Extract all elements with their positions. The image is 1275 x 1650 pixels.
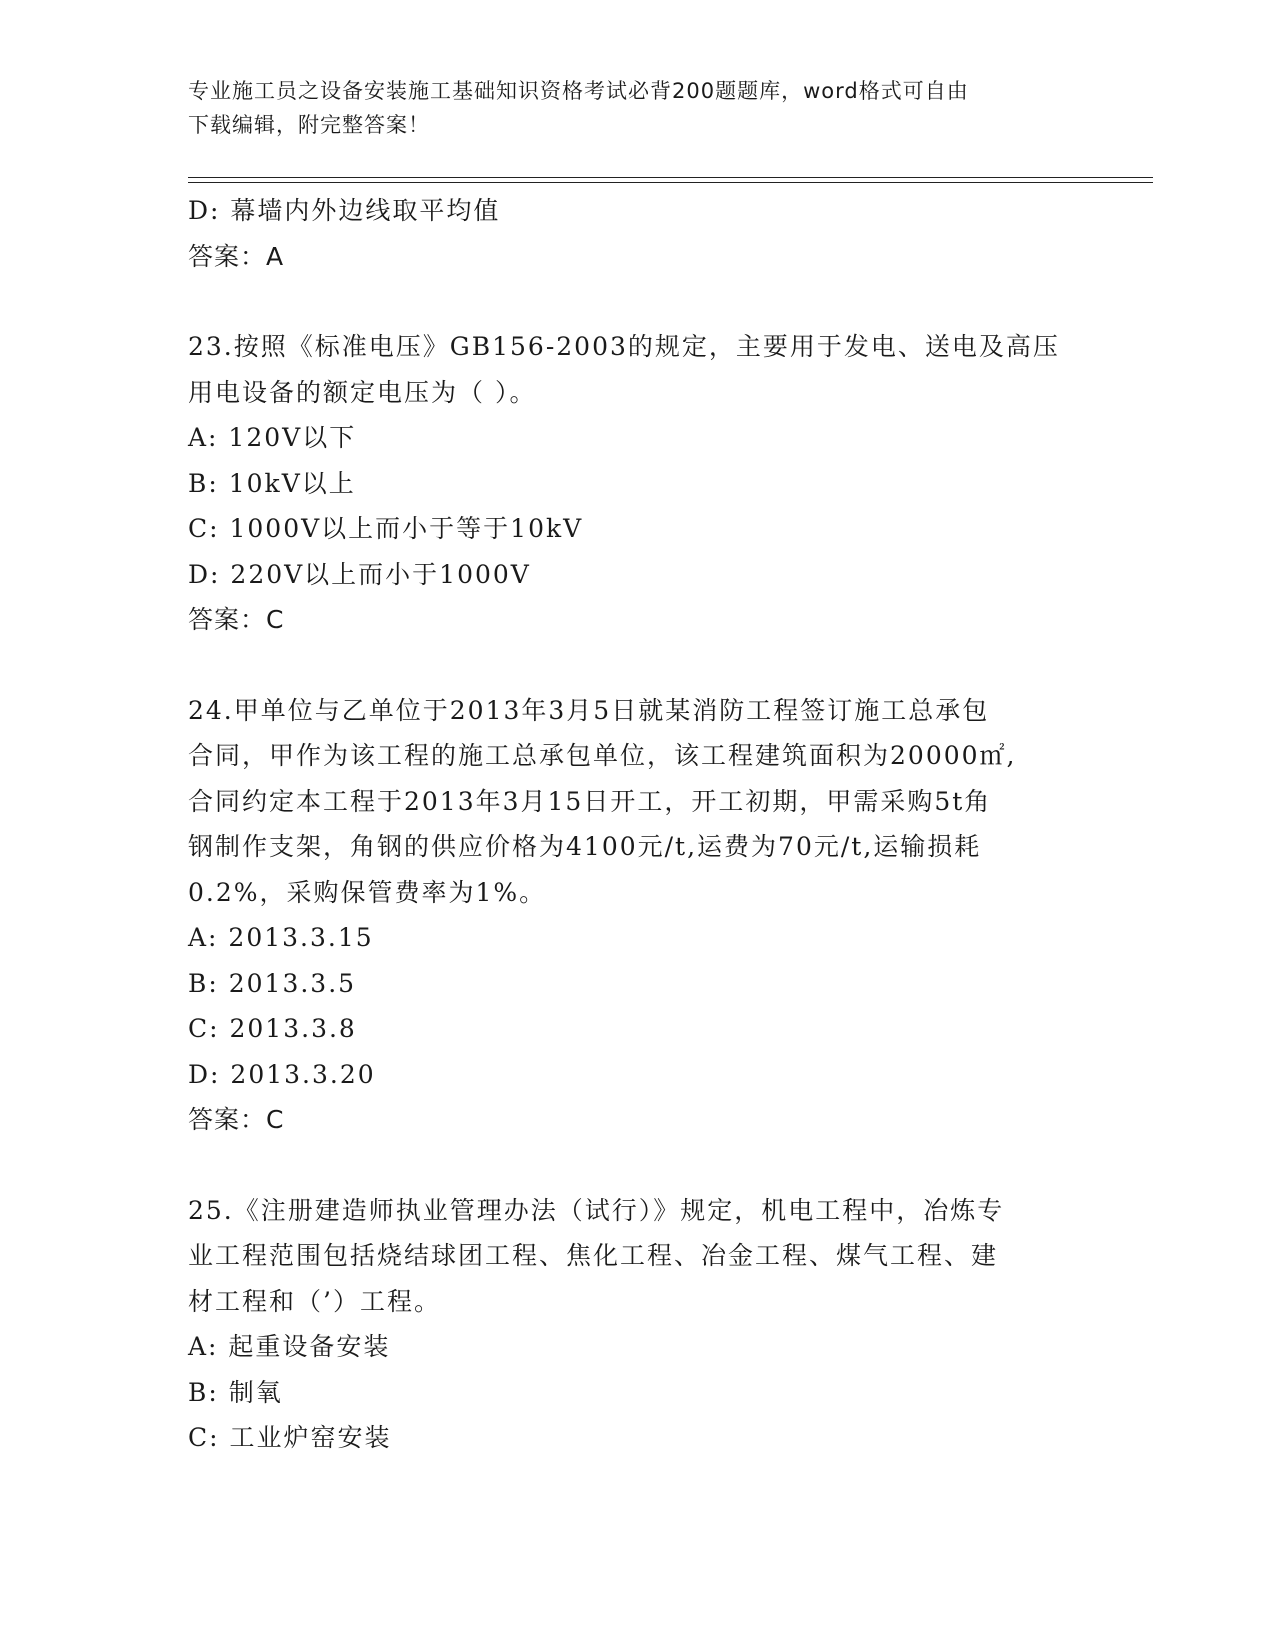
question-text-line: 24.甲单位与乙单位于2013年3月5日就某消防工程签订施工总承包 — [188, 695, 990, 725]
question-text-line: 25.《注册建造师执业管理办法（试行）》规定，机电工程中，冶炼专 — [188, 1195, 1005, 1225]
answer: 答案：A — [188, 241, 285, 271]
option-c: C: 2013.3.8 — [188, 1014, 357, 1043]
header-divider-top — [188, 177, 1153, 178]
option-d: D: 2013.3.20 — [188, 1059, 376, 1089]
option-b: B: 制氧 — [188, 1377, 283, 1407]
header-line-1: 专业施工员之设备安装施工基础知识资格考试必背200题题库，word格式可自由 — [188, 79, 969, 103]
question-23 — [188, 324, 1088, 643]
question-text-line: 0.2%，采购保管费率为1%。 — [188, 877, 547, 907]
header-line-2: 下载编辑，附完整答案！ — [188, 113, 430, 137]
question-25 — [188, 1188, 1088, 1461]
answer: 答案：C — [188, 1105, 285, 1134]
option-a: A: 起重设备安装 — [188, 1332, 391, 1361]
option-a: A: 120V以下 — [188, 423, 357, 452]
question-text-line: 合同，甲作为该工程的施工总承包单位，该工程建筑面积为20000㎡, — [188, 741, 1017, 770]
question-text-line: 钢制作支架，角钢的供应价格为4100元/t,运费为70元/t,运输损耗 — [188, 832, 982, 861]
question-text-line: 合同约定本工程于2013年3月15日开工，开工初期，甲需采购5t角 — [188, 786, 992, 816]
answer: 答案：C — [188, 605, 285, 634]
header-divider-bottom — [188, 182, 1153, 183]
question-text-line: 23.按照《标准电压》GB156-2003的规定，主要用于发电、送电及高压 — [188, 332, 1060, 361]
option-a: A: 2013.3.15 — [188, 923, 374, 952]
option-d: D: 220V以上而小于1000V — [188, 559, 531, 589]
question-24 — [188, 688, 1088, 1143]
option-c: C: 1000V以上而小于等于10kV — [188, 514, 584, 543]
document-body — [188, 188, 1088, 1461]
option-b: B: 2013.3.5 — [188, 968, 357, 998]
document-header — [188, 74, 1088, 142]
option-b: B: 10kV以上 — [188, 468, 356, 498]
question-text-line: 材工程和（’）工程。 — [188, 1286, 441, 1316]
previous-question-tail — [188, 188, 1088, 279]
option-c: C: 工业炉窑安装 — [188, 1423, 392, 1452]
question-text-line: 用电设备的额定电压为（ ）。 — [188, 377, 537, 407]
option-d: D: 幕墙内外边线取平均值 — [188, 196, 501, 225]
question-text-line: 业工程范围包括烧结球团工程、焦化工程、冶金工程、煤气工程、建 — [188, 1241, 999, 1270]
